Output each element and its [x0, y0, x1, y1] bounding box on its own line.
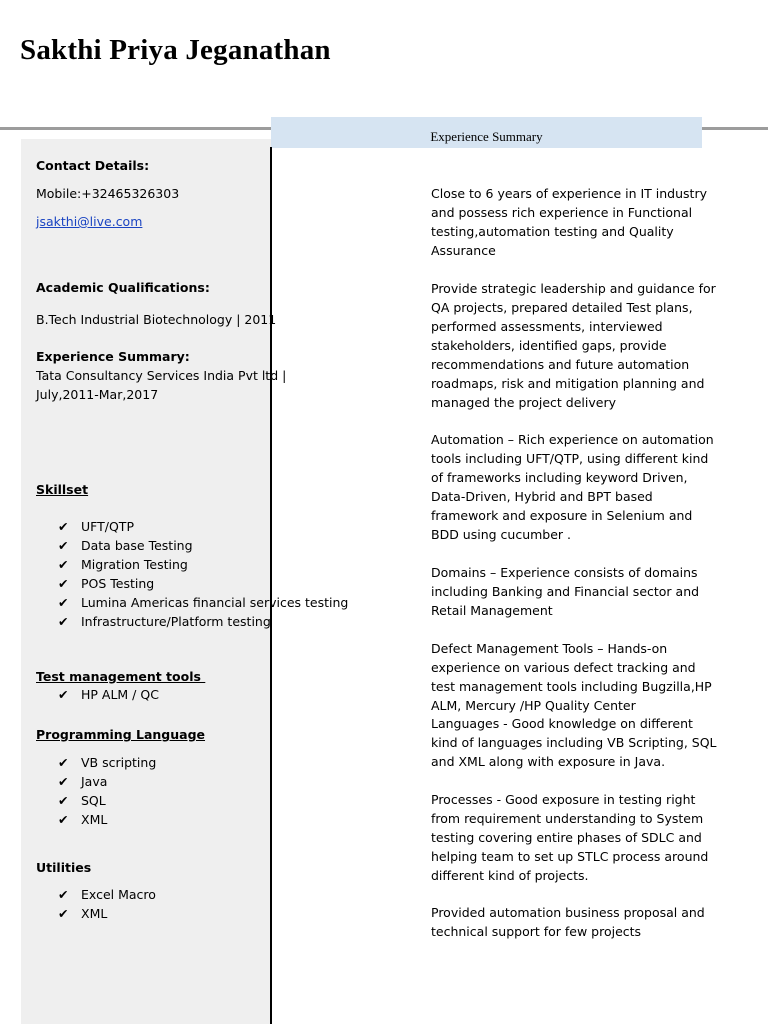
list-item: ✔ Migration Testing: [58, 557, 188, 572]
check-icon: ✔: [58, 519, 69, 534]
check-icon: ✔: [58, 576, 69, 591]
contact-heading: Contact Details:: [36, 158, 150, 173]
candidate-name: Sakthi Priya Jeganathan: [20, 34, 331, 66]
list-item: ✔ POS Testing: [58, 576, 155, 591]
summary-paragraph: Close to 6 years of experience in IT industry and possess rich experience in Functional testing,automation testing and Quality Assurance: [431, 186, 707, 258]
summary-heading-bar: [271, 117, 702, 148]
list-item: ✔ UFT/QTP: [58, 519, 134, 534]
list-item: ✔ VB scripting: [58, 755, 157, 770]
utilities-list: [58, 885, 156, 923]
summary-heading: Experience Summary: [430, 129, 543, 144]
list-item: ✔ SQL: [58, 793, 106, 808]
list-item: ✔ Data base Testing: [58, 538, 193, 553]
check-icon: ✔: [58, 614, 69, 629]
programming-list: [58, 753, 156, 829]
programming-heading: Programming Language: [36, 727, 206, 742]
summary-paragraph: Provided automation business proposal and technical support for few projects: [431, 905, 705, 939]
test-tools-list: [58, 685, 159, 704]
check-icon: ✔: [58, 812, 69, 827]
summary-paragraph: Provide strategic leadership and guidance for QA projects, prepared detailed Test plans, performed assessments, interviewed stakeholders, identified gaps, provide recommendations and future automation roadmaps, risk and mitigation planning and managed the project delivery: [431, 281, 716, 410]
contact-email-link[interactable]: jsakthi@live.com: [36, 214, 143, 229]
skillset-list: [58, 517, 348, 631]
check-icon: ✔: [58, 755, 69, 770]
check-icon: ✔: [58, 906, 69, 921]
summary-paragraph: Languages - Good knowledge on different kind of languages including VB Scripting, SQL and XML along with exposure in Java.: [431, 716, 717, 769]
list-item: ✔ XML: [58, 906, 108, 921]
summary-paragraph: Domains – Experience consists of domains including Banking and Financial sector and Retail Management: [431, 565, 700, 618]
academic-degree: B.Tech Industrial Biotechnology | 2011: [36, 312, 277, 327]
check-icon: ✔: [58, 887, 69, 902]
summary-paragraph: Processes - Good exposure in testing right from requirement understanding to System testing covering entire phases of SDLC and helping team to set up STLC process around different kind of projects.: [431, 792, 709, 883]
utilities-heading: Utilities: [36, 860, 92, 875]
experience-dates: July,2011-Mar,2017: [36, 387, 159, 402]
skillset-heading: Skillset: [36, 482, 89, 497]
check-icon: ✔: [58, 793, 69, 808]
check-icon: ✔: [58, 774, 69, 789]
summary-paragraph: Defect Management Tools – Hands-on experience on various defect tracking and test management tools including Bugzilla,HP ALM, Mercury /HP Quality Center: [431, 641, 712, 713]
academic-heading: Academic Qualifications:: [36, 280, 210, 295]
experience-company: Tata Consultancy Services India Pvt ltd |: [36, 368, 287, 383]
check-icon: ✔: [58, 687, 69, 702]
check-icon: ✔: [58, 538, 69, 553]
experience-heading: Experience Summary:: [36, 349, 190, 364]
list-item: ✔ Lumina Americas financial services testing: [58, 595, 349, 610]
list-item: ✔ HP ALM / QC: [58, 687, 159, 702]
list-item: ✔ Java: [58, 774, 108, 789]
contact-mobile: Mobile:+32465326303: [36, 186, 180, 201]
summary-paragraph: Automation – Rich experience on automation tools including UFT/QTP, using different kind of frameworks including keyword Driven, Data-Driven, Hybrid and BPT based framework and exposure in Selenium and BDD using cucumber .: [431, 432, 714, 542]
check-icon: ✔: [58, 595, 69, 610]
list-item: ✔ Infrastructure/Platform testing: [58, 614, 271, 629]
test-tools-heading: Test management tools: [36, 669, 206, 684]
list-item: ✔ XML: [58, 812, 108, 827]
check-icon: ✔: [58, 557, 69, 572]
list-item: ✔ Excel Macro: [58, 887, 156, 902]
